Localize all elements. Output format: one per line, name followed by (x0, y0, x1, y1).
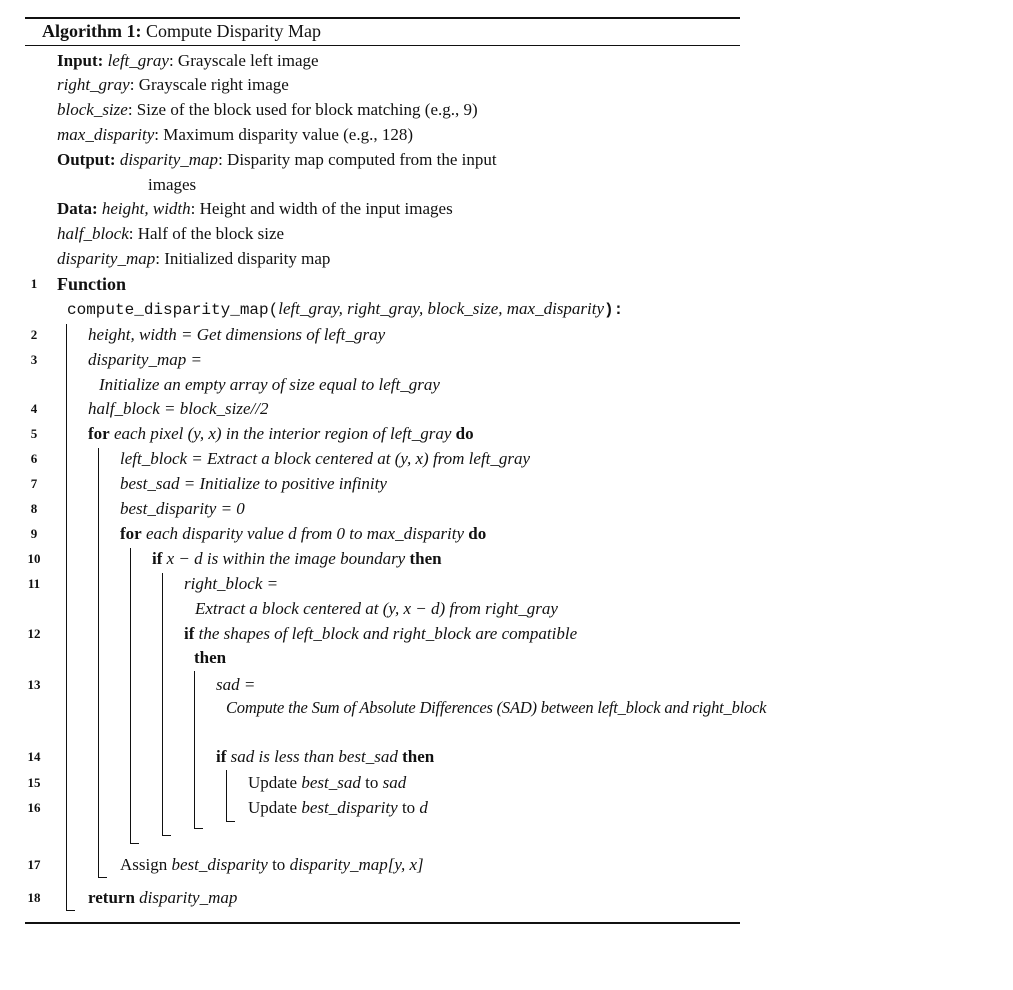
for-loop-pixels (88, 423, 474, 445)
update-var: best_disparity (301, 798, 398, 817)
block-bar-if-less (226, 770, 227, 821)
statement-line-2: height, width = Get dimensions of left_gray (88, 325, 386, 344)
loop-condition: each disparity value d from 0 to max_disparity (145, 524, 465, 543)
line-number: 8 (30, 501, 38, 516)
if-less-than (216, 746, 434, 768)
statement-line-8: best_disparity = 0 (120, 499, 245, 518)
block-bar-for-pixels (98, 448, 99, 877)
input-line-2 (57, 74, 289, 96)
input-desc: : Size of the block used for block matching (e.g., 9) (127, 100, 478, 119)
for-loop-disparity (120, 523, 486, 545)
input-keyword: Input: (57, 51, 104, 70)
input-desc: : Grayscale left image (168, 51, 319, 70)
update-keyword: Update (248, 773, 298, 792)
assign-var: best_disparity (171, 855, 268, 874)
loop-condition: each pixel (y, x) in the interior region of left_gray (113, 424, 452, 443)
function-args: left_gray, right_gray, block_size, max_disparity (278, 299, 605, 318)
function-name: compute_disparity_map( (67, 301, 279, 319)
statement-line-13: sad = (216, 675, 256, 694)
assign-target: disparity_map[y, x] (289, 855, 424, 874)
data-name: height, width (101, 199, 191, 218)
then-keyword: then (194, 648, 227, 667)
statement-line-11: right_block = (184, 574, 279, 593)
statement-line-4: half_block = block_size//2 (88, 399, 269, 418)
algorithm-title: Compute Disparity Map (145, 21, 321, 41)
block-end-for-disparity (130, 843, 139, 844)
if-compatible (184, 623, 577, 645)
line-number: 9 (30, 526, 38, 541)
line-number: 3 (30, 352, 38, 367)
line-number: 15 (27, 775, 41, 790)
if-boundary (152, 548, 442, 570)
statement-line-3-cont: Initialize an empty array of size equal to left_gray (99, 375, 440, 394)
do-keyword: do (468, 524, 487, 543)
line-number: 5 (30, 426, 38, 441)
data-desc: : Height and width of the input images (190, 199, 453, 218)
output-keyword: Output: (57, 150, 116, 169)
line-number: 12 (27, 626, 41, 641)
block-bar-if-compatible (194, 671, 195, 828)
if-condition: sad is less than best_sad (230, 747, 398, 766)
statement-line-11-cont: Extract a block centered at (y, x − d) from right_gray (195, 599, 558, 618)
function-keyword: Function (57, 274, 127, 294)
data-name: disparity_map (57, 249, 156, 268)
input-desc: : Maximum disparity value (e.g., 128) (154, 125, 414, 144)
do-keyword: do (455, 424, 474, 443)
for-keyword: for (88, 424, 110, 443)
update-value: d (419, 798, 428, 817)
data-desc: : Half of the block size (128, 224, 285, 243)
line-number: 4 (30, 401, 38, 416)
block-bar-function (66, 324, 67, 910)
return-value: disparity_map (139, 888, 238, 907)
input-line-4 (57, 124, 413, 146)
bottom-rule (25, 922, 740, 924)
line-number: 1 (30, 276, 38, 291)
update-keyword: Update (248, 798, 298, 817)
update-var: best_sad (301, 773, 361, 792)
line-number: 18 (27, 890, 41, 905)
input-name: right_gray (57, 75, 130, 94)
input-desc: : Grayscale right image (129, 75, 289, 94)
line-number: 17 (27, 857, 41, 872)
if-condition: x − d is within the image boundary (166, 549, 406, 568)
input-name: left_gray (107, 51, 169, 70)
line-number: 16 (27, 800, 41, 815)
output-line (57, 149, 497, 171)
block-bar-for-disparity (130, 548, 131, 843)
output-desc-cont: images (148, 175, 197, 194)
input-line-1 (57, 50, 319, 72)
update-best-sad (248, 772, 406, 794)
statement-line-6: left_block = Extract a block centered at (y, x) from left_gray (120, 449, 531, 468)
for-keyword: for (120, 524, 142, 543)
function-close: ): (604, 301, 624, 319)
data-name: half_block (57, 224, 129, 243)
line-number: 11 (27, 576, 41, 591)
block-end-if-less (226, 821, 235, 822)
block-end-for-pixels (98, 877, 107, 878)
assign-keyword: Assign (120, 855, 168, 874)
line-number: 7 (30, 476, 38, 491)
data-keyword: Data: (57, 199, 98, 218)
function-signature (67, 298, 623, 321)
output-line-cont (148, 174, 196, 196)
statement-line-7: best_sad = Initialize to positive infinity (120, 474, 387, 493)
algorithm-caption (42, 20, 321, 42)
statement-line-13-cont: Compute the Sum of Absolute Differences (SAD) between left_block and right_block (226, 698, 767, 717)
update-value: sad (382, 773, 407, 792)
return-statement (88, 887, 237, 909)
input-line-3 (57, 99, 478, 121)
if-keyword: if (184, 624, 195, 643)
to-word: to (272, 855, 286, 874)
output-desc: : Disparity map computed from the input (218, 150, 497, 169)
line-number: 10 (27, 551, 41, 566)
data-line-2 (57, 223, 284, 245)
algorithm-label: Algorithm 1: (42, 21, 142, 41)
block-bar-if-boundary (162, 573, 163, 835)
block-end-function (66, 910, 75, 911)
caption-rule (25, 45, 740, 46)
line-number: 2 (30, 327, 38, 342)
input-name: block_size (57, 100, 128, 119)
data-line-3 (57, 248, 330, 270)
return-keyword: return (88, 888, 135, 907)
assign-disparity (120, 854, 424, 876)
statement-line-3: disparity_map = (88, 350, 202, 369)
then-keyword: then (409, 549, 442, 568)
if-keyword: if (216, 747, 227, 766)
update-best-disparity (248, 797, 428, 819)
block-end-if-compatible (194, 828, 203, 829)
line-number: 13 (27, 677, 41, 692)
line-number: 6 (30, 451, 38, 466)
input-name: max_disparity (57, 125, 155, 144)
block-end-if-boundary (162, 835, 171, 836)
data-desc: : Initialized disparity map (155, 249, 331, 268)
top-rule (25, 17, 740, 19)
if-condition: the shapes of left_block and right_block are compatible (198, 624, 578, 643)
data-line-1 (57, 198, 453, 220)
line-number: 14 (27, 749, 41, 764)
if-keyword: if (152, 549, 163, 568)
output-name: disparity_map (119, 150, 219, 169)
to-word: to (401, 798, 416, 817)
then-keyword: then (402, 747, 435, 766)
to-word: to (365, 773, 379, 792)
